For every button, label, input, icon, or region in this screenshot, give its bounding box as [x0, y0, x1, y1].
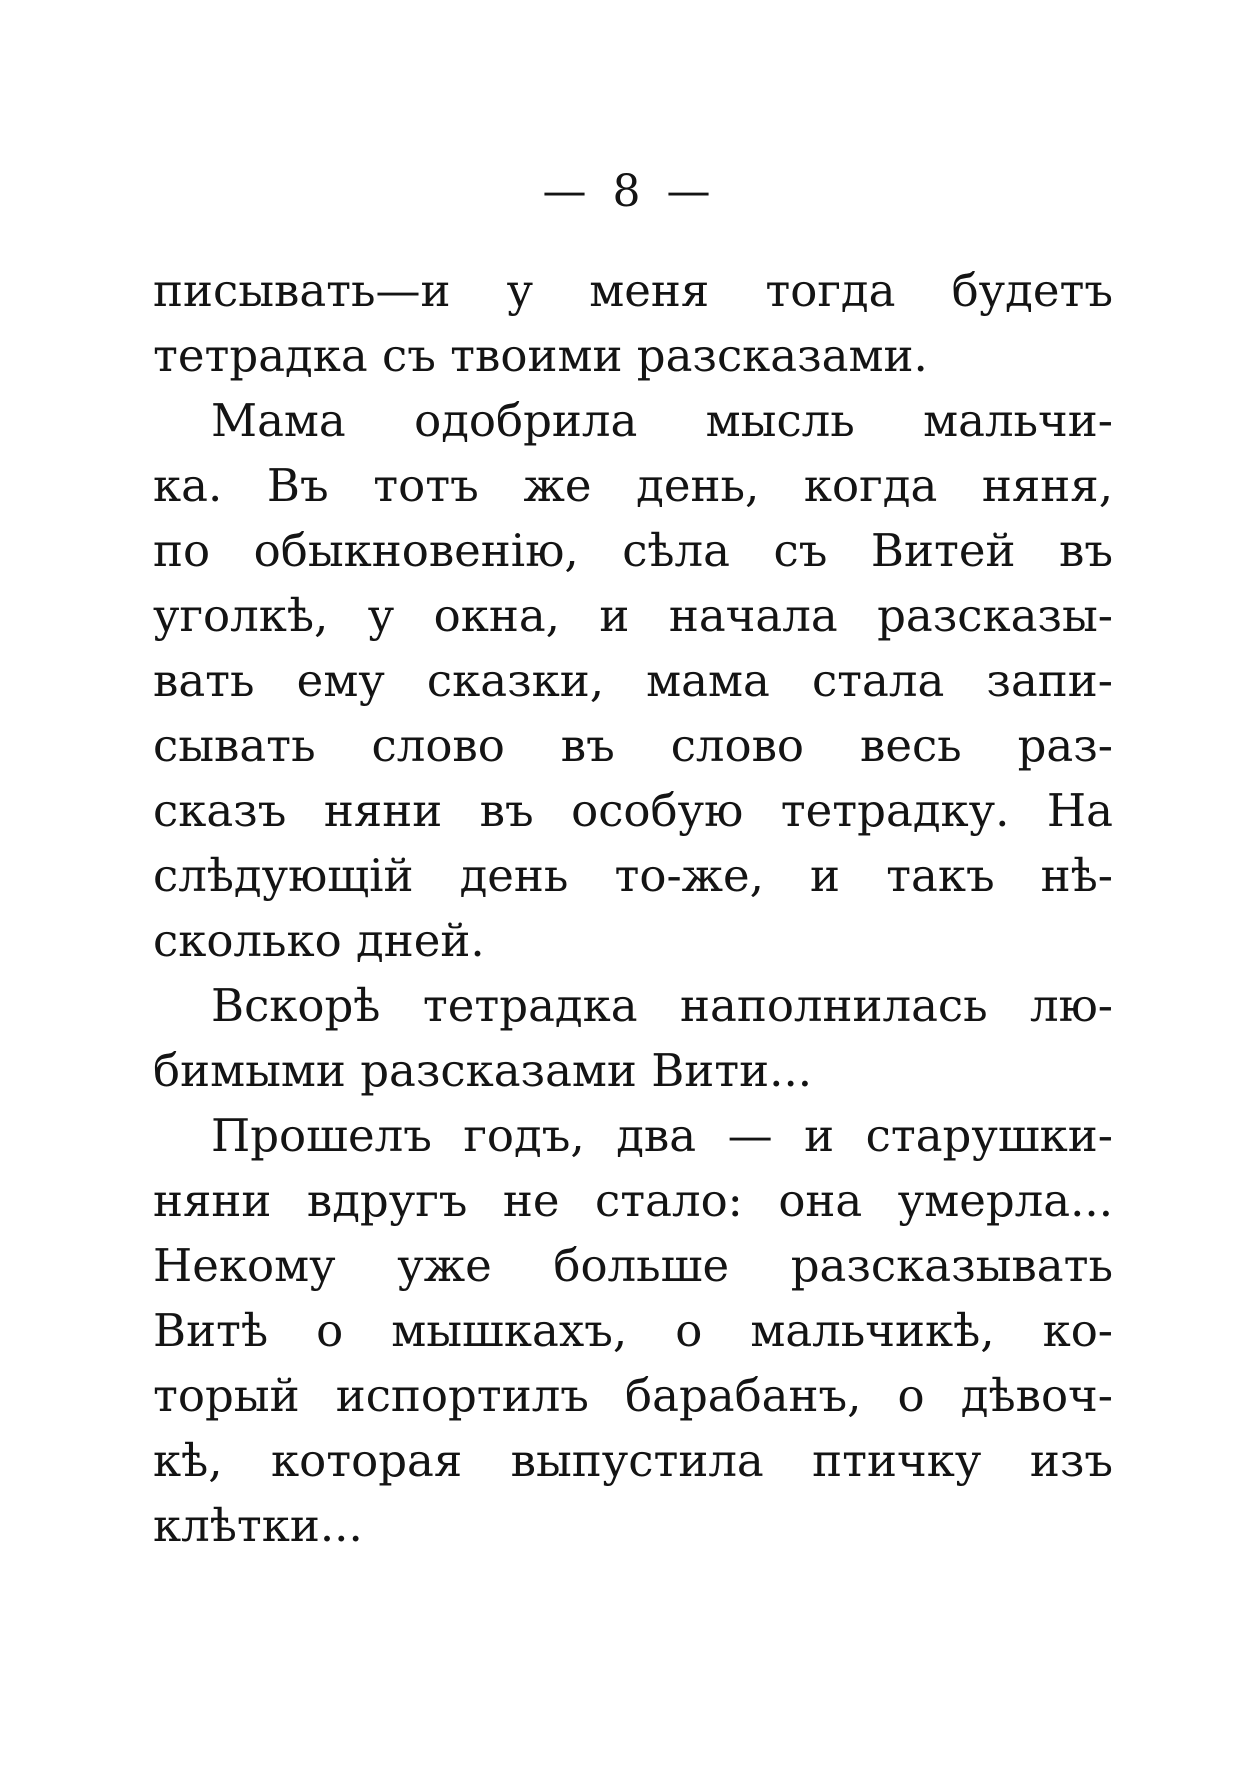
text-line: Прошелъ годъ, два — и старушки-: [211, 1109, 1113, 1162]
text-line: кѣ, которая выпустила птичку изъ: [153, 1434, 1113, 1487]
text-line: ка. Въ тотъ же день, когда няня,: [153, 459, 1113, 512]
text-line: Витѣ о мышкахъ, о мальчикѣ, ко-: [153, 1304, 1113, 1357]
text-line: по обыкновенію, сѣла съ Витей въ: [153, 524, 1113, 577]
text-line: бимыми разсказами Вити...: [153, 1044, 813, 1097]
text-line: Вскорѣ тетрадка наполнилась лю-: [211, 979, 1113, 1032]
text-line: Мама одобрила мысль мальчи-: [211, 394, 1113, 447]
text-line: сколько дней.: [153, 914, 485, 967]
text-line: писывать—и у меня тогда будетъ: [153, 264, 1113, 317]
text-line: слѣдующій день то-же, и такъ нѣ-: [153, 849, 1113, 902]
page-number: — 8 —: [542, 166, 717, 217]
text-line: сывать слово въ слово весь раз-: [153, 719, 1113, 772]
text-line: тетрадка съ твоими разсказами.: [153, 329, 928, 382]
text-line: сказъ няни въ особую тетрадку. На: [153, 784, 1113, 837]
text-line: клѣтки...: [153, 1499, 363, 1552]
text-line: уголкѣ, у окна, и начала разсказы-: [153, 589, 1113, 642]
text-line: торый испортилъ барабанъ, о дѣвоч-: [153, 1369, 1113, 1422]
text-line: вать ему сказки, мама стала запи-: [153, 654, 1113, 707]
text-line: Некому уже больше разсказывать: [153, 1239, 1113, 1292]
text-line: няни вдругъ не стало: она умерла...: [153, 1174, 1113, 1227]
body-text: [153, 258, 1113, 1558]
